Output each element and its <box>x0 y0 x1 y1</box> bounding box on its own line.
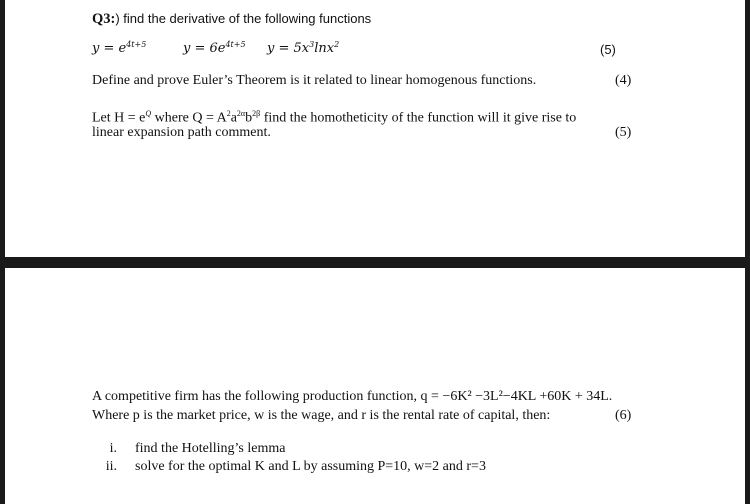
firm-line-1: A competitive firm has the following production function, q = −6K² −3L²−4KL +60K + 34L. <box>92 389 613 404</box>
question-number: Q3: <box>92 11 116 27</box>
equations-marks: (5) <box>600 42 616 57</box>
page-bottom <box>5 268 745 504</box>
equation-3: $y = 5x^3\ln x^2$ <box>267 40 340 56</box>
list-item-number: i. <box>109 441 117 456</box>
homothetic-question-line1: Let $H = e^Q$ where $Q = A^2a^{2\alpha}b^{2\beta}$ find the homotheticity of the function will it give rise to <box>92 109 577 126</box>
list-item-number: ii. <box>105 459 117 474</box>
page-top <box>5 0 745 257</box>
equation-2: $y = 6e^{4t+5}$ <box>183 40 246 56</box>
euler-marks: (4) <box>615 73 632 88</box>
homothetic-marks: (5) <box>615 125 632 140</box>
firm-marks: (6) <box>615 408 632 423</box>
firm-line-2: Where p is the market price, w is the wage, and r is the rental rate of capital, then: <box>92 408 551 423</box>
list-item-text: find the Hotelling’s lemma <box>135 441 286 456</box>
homothetic-question-line2: linear expansion path comment. <box>92 125 271 140</box>
q3-heading <box>92 10 371 28</box>
question-heading-text: ) find the derivative of the following functions <box>115 11 372 26</box>
equation-1: $y = e^{4t+5}$ <box>92 40 147 56</box>
euler-question: Define and prove Euler’s Theorem is it related to linear homogenous functions. <box>92 73 537 88</box>
list-item-text: solve for the optimal K and L by assuming P=10, w=2 and r=3 <box>135 459 486 474</box>
